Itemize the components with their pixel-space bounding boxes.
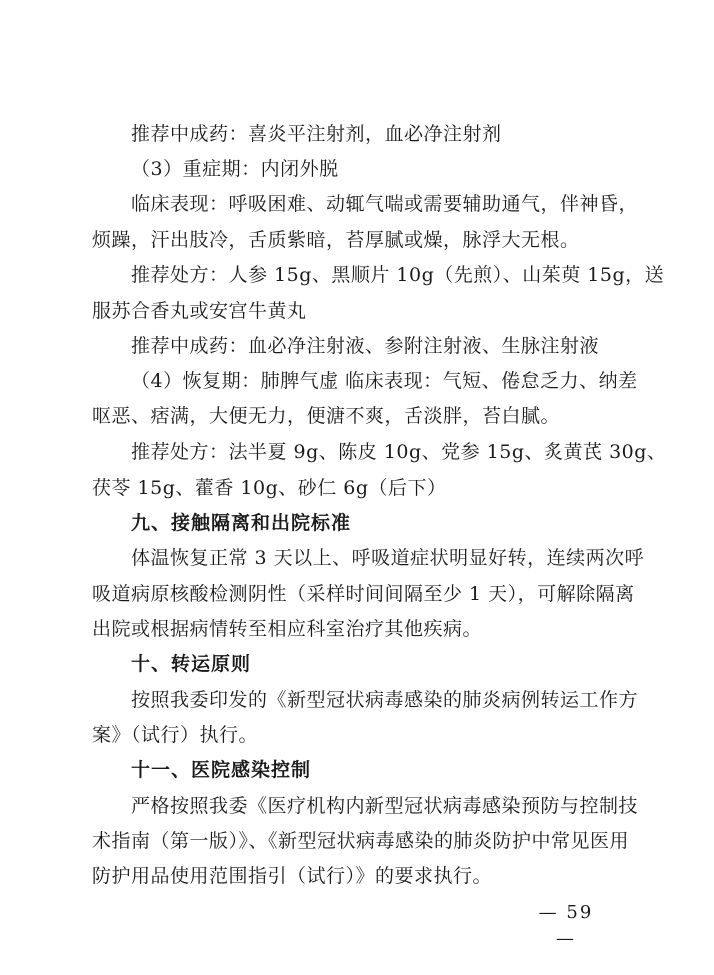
paragraph-line: 吸道病原核酸检测阴性（采样时间间隔至少 1 天），可解除隔离 — [92, 583, 635, 605]
paragraph-line: 防护用品使用范围指引（试行）》的要求执行。 — [92, 865, 493, 887]
paragraph-line: 案》（试行）执行。 — [92, 724, 259, 746]
paragraph-line: 按照我委印发的《新型冠状病毒感染的肺炎病例转运工作方 — [131, 689, 639, 711]
section-heading: 九、接触隔离和出院标准 — [131, 512, 352, 534]
paragraph-line: 临床表现：呼吸困难、动辄气喘或需要辅助通气，伴神昏， — [131, 193, 639, 215]
paragraph-line: 烦躁，汗出肢冷，舌质紫暗，苔厚腻或燥，脉浮大无根。 — [92, 229, 580, 251]
page-number: — 59 — — [538, 902, 594, 949]
paragraph-line: 茯苓 15g、藿香 10g、砂仁 6g（后下） — [92, 477, 447, 499]
paragraph-line: 体温恢复正常 3 天以上、呼吸道症状明显好转，连续两次呼 — [131, 547, 645, 569]
paragraph-line: 服苏合香丸或安宫牛黄丸 — [92, 300, 307, 322]
paragraph-line: 推荐处方：法半夏 9g、陈皮 10g、党参 15g、炙黄芪 30g、 — [131, 441, 667, 463]
paragraph-line: 出院或根据病情转至相应科室治疗其他疾病。 — [92, 618, 483, 640]
paragraph-line: （4）恢复期：肺脾气虚 临床表现：气短、倦怠乏力、纳差 — [131, 370, 638, 392]
section-heading: 十、转运原则 — [131, 653, 252, 675]
paragraph-line: 推荐中成药：血必净注射液、参附注射液、生脉注射液 — [131, 335, 600, 357]
paragraph-line: 术指南（第一版）》、《新型冠状病毒感染的肺炎防护中常见医用 — [92, 830, 630, 852]
paragraph-line: 推荐处方：人参 15g、黑顺片 10g（先煎）、山茱萸 15g，送 — [131, 264, 665, 286]
paragraph-line: 推荐中成药：喜炎平注射剂，血必净注射剂 — [131, 123, 502, 145]
paragraph-line: 呕恶、痞满，大便无力，便溏不爽，舌淡胖，苔白腻。 — [92, 405, 561, 427]
paragraph-line: （3）重症期：内闭外脱 — [131, 158, 339, 180]
section-heading: 十一、医院感染控制 — [131, 759, 312, 781]
paragraph-line: 严格按照我委《医疗机构内新型冠状病毒感染预防与控制技 — [131, 795, 639, 817]
